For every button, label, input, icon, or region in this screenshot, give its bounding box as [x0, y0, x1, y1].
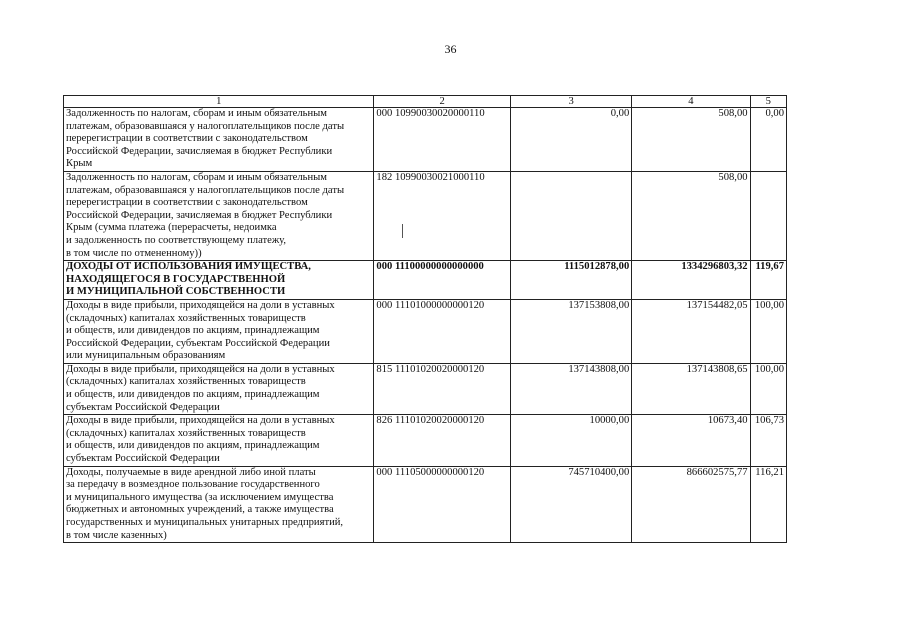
budget-code: 815 11101020020000120 [374, 363, 511, 414]
income-name: Задолженность по налогам, сборам и иным обязательным платежам, образовавшаяся у налогоплательщиков после даты перерегистрации в соответствии с законодательством Российской Федерации, зачисляемая в бюджет Республики Крым (сумма платежа (перерасчеты, недоимка и задолженность по соответствующему платежу, в том числе по отмененному)) [64, 171, 374, 260]
plan-amount: 10000,00 [510, 415, 631, 466]
fact-amount: 866602575,77 [632, 466, 750, 543]
fact-amount: 1334296803,32 [632, 261, 750, 300]
table-row [64, 415, 787, 466]
execution-percent [750, 171, 786, 260]
budget-code: 000 10990030020000110 [374, 108, 511, 172]
fact-amount: 508,00 [632, 171, 750, 260]
income-name: Доходы в виде прибыли, приходящейся на доли в уставных (складочных) капиталах хозяйственных товариществ и обществ, или дивидендов по акциям, принадлежащим субъектам Российской Федерации [64, 415, 374, 466]
revenue-table [63, 95, 787, 543]
table-row [64, 466, 787, 543]
execution-percent: 100,00 [750, 299, 786, 363]
income-name: Доходы, получаемые в виде арендной либо иной платы за передачу в возмездное пользование государственного и муниципального имущества (за исключением имущества бюджетных и автономных учреждений, а также имущества государственных и муниципальных унитарных предприятий, в том числе казенных) [64, 466, 374, 543]
fact-amount: 10673,40 [632, 415, 750, 466]
page-number: 36 [444, 42, 457, 56]
income-name: ДОХОДЫ ОТ ИСПОЛЬЗОВАНИЯ ИМУЩЕСТВА, НАХОДЯЩЕГОСЯ В ГОСУДАРСТВЕННОЙ И МУНИЦИПАЛЬНОЙ СОБСТВЕННОСТИ [64, 261, 374, 300]
budget-code: 000 11101000000000120 [374, 299, 511, 363]
plan-amount: 137153808,00 [510, 299, 631, 363]
table-row [64, 171, 787, 260]
plan-amount: 137143808,00 [510, 363, 631, 414]
table-row [64, 261, 787, 300]
income-name: Доходы в виде прибыли, приходящейся на доли в уставных (складочных) капиталах хозяйственных товариществ и обществ, или дивидендов по акциям, принадлежащим субъектам Российской Федерации [64, 363, 374, 414]
table-row [64, 108, 787, 172]
budget-code: 182 10990030021000110 [374, 171, 511, 260]
income-name: Доходы в виде прибыли, приходящейся на доли в уставных (складочных) капиталах хозяйственных товариществ и обществ, или дивидендов по акциям, принадлежащим Российской Федерации, субъектам Российской Федерации или муниципальным образованиям [64, 299, 374, 363]
execution-percent: 106,73 [750, 415, 786, 466]
column-header-5: 5 [750, 96, 786, 108]
column-header-4: 4 [632, 96, 750, 108]
fact-amount: 137154482,05 [632, 299, 750, 363]
execution-percent: 100,00 [750, 363, 786, 414]
execution-percent: 0,00 [750, 108, 786, 172]
column-header-1: 1 [64, 96, 374, 108]
fact-amount: 508,00 [632, 108, 750, 172]
scan-mark [402, 224, 403, 238]
income-name: Задолженность по налогам, сборам и иным обязательным платежам, образовавшаяся у налогоплательщиков после даты перерегистрации в соответствии с законодательством Российской Федерации, зачисляемая в бюджет Республики Крым [64, 108, 374, 172]
plan-amount: 1115012878,00 [510, 261, 631, 300]
plan-amount: 0,00 [510, 108, 631, 172]
budget-code: 000 11105000000000120 [374, 466, 511, 543]
execution-percent: 119,67 [750, 261, 786, 300]
execution-percent: 116,21 [750, 466, 786, 543]
table-header-row [64, 96, 787, 108]
column-header-3: 3 [510, 96, 631, 108]
column-header-2: 2 [374, 96, 511, 108]
table-row [64, 363, 787, 414]
plan-amount [510, 171, 631, 260]
budget-code: 826 11101020020000120 [374, 415, 511, 466]
table-row [64, 299, 787, 363]
budget-code: 000 11100000000000000 [374, 261, 511, 300]
plan-amount: 745710400,00 [510, 466, 631, 543]
fact-amount: 137143808,65 [632, 363, 750, 414]
